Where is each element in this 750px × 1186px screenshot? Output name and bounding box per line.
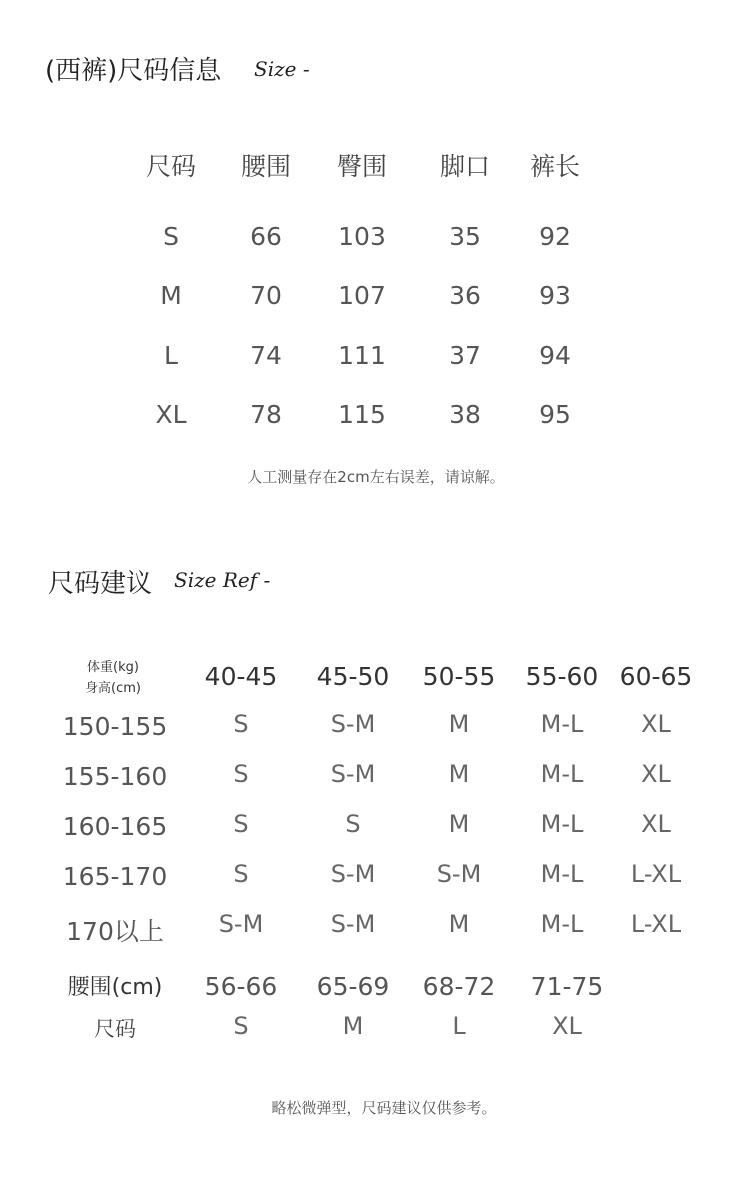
fit-note: 略松微弹型，尺码建议仅供参考。 <box>271 1099 497 1117</box>
cell-waist: 66 <box>250 222 282 251</box>
waist-size-value: XL <box>552 1012 582 1040</box>
size-cell: XL <box>641 810 671 838</box>
cell-length: 94 <box>539 341 571 370</box>
weight-header: 45-50 <box>316 662 390 691</box>
cell-hip: 111 <box>338 341 386 370</box>
size-cell: S <box>233 760 249 788</box>
cell-hip: 103 <box>338 222 386 251</box>
size-cell: M <box>448 760 470 788</box>
size-cell: S-M <box>330 910 376 938</box>
size-cell: M-L <box>540 710 584 738</box>
cell-hip: 115 <box>338 400 386 429</box>
cell-size: S <box>163 222 179 251</box>
cell-length: 92 <box>539 222 571 251</box>
table-corner-label <box>85 657 141 699</box>
waist-value: 56-66 <box>204 972 278 1001</box>
weight-header: 60-65 <box>619 662 693 691</box>
cell-hem: 35 <box>449 222 481 251</box>
size-cell: S <box>233 810 249 838</box>
size-cell: S-M <box>330 710 376 738</box>
cell-size: L <box>164 341 178 370</box>
weight-header: 40-45 <box>204 662 278 691</box>
cell-hip: 107 <box>338 281 386 310</box>
header-waist: 腰围 <box>240 152 292 181</box>
header-length: 裤长 <box>529 152 581 181</box>
size-info-title: (西裤)尺码信息 <box>45 56 222 86</box>
size-cell: L-XL <box>630 910 682 938</box>
waist-size-value: L <box>452 1012 466 1040</box>
waist-label: 腰围(cm) <box>67 975 163 1000</box>
height-label: 155-160 <box>62 762 168 791</box>
size-cell: XL <box>641 710 671 738</box>
size-ref-title: 尺码建议 <box>48 569 153 599</box>
cell-size: XL <box>155 400 187 429</box>
cell-size: M <box>160 281 182 310</box>
cell-waist: 70 <box>250 281 282 310</box>
cell-length: 93 <box>539 281 571 310</box>
height-axis-label: 身高(cm) <box>85 681 141 696</box>
measurement-note: 人工测量存在2cm左右误差，请谅解。 <box>247 468 505 486</box>
weight-axis-label: 体重(kg) <box>87 660 139 675</box>
height-label: 150-155 <box>62 712 168 741</box>
weight-header: 55-60 <box>525 662 599 691</box>
size-cell: S-M <box>330 860 376 888</box>
size-cell: M <box>448 710 470 738</box>
waist-value: 71-75 <box>530 972 604 1001</box>
size-cell: S-M <box>436 860 482 888</box>
size-cell: S <box>233 860 249 888</box>
size-cell: M <box>448 810 470 838</box>
cell-hem: 37 <box>449 341 481 370</box>
size-cell: S <box>233 710 249 738</box>
height-label: 160-165 <box>62 812 168 841</box>
size-cell: XL <box>641 760 671 788</box>
waist-size-value: S <box>233 1012 249 1040</box>
size-cell: M-L <box>540 760 584 788</box>
size-cell: M-L <box>540 860 584 888</box>
cell-length: 95 <box>539 400 571 429</box>
size-info-subtitle: Size - <box>254 57 310 81</box>
waist-value: 68-72 <box>422 972 496 1001</box>
size-cell: S-M <box>330 760 376 788</box>
waist-size-value: M <box>342 1012 364 1040</box>
size-cell: S <box>345 810 361 838</box>
size-cell: S-M <box>218 910 264 938</box>
cell-hem: 36 <box>449 281 481 310</box>
size-cell: L-XL <box>630 860 682 888</box>
height-label: 170以上 <box>66 917 164 946</box>
waist-size-label: 尺码 <box>94 1017 136 1041</box>
height-label: 165-170 <box>62 862 168 891</box>
size-ref-subtitle: Size Ref - <box>174 568 271 592</box>
size-cell: M-L <box>540 910 584 938</box>
waist-value: 65-69 <box>316 972 390 1001</box>
cell-hem: 38 <box>449 400 481 429</box>
cell-waist: 74 <box>250 341 282 370</box>
size-cell: M <box>448 910 470 938</box>
weight-header: 50-55 <box>422 662 496 691</box>
cell-waist: 78 <box>250 400 282 429</box>
header-hip: 臀围 <box>336 152 388 181</box>
size-cell: M-L <box>540 810 584 838</box>
header-size: 尺码 <box>145 152 197 181</box>
header-hem: 脚口 <box>439 152 491 181</box>
